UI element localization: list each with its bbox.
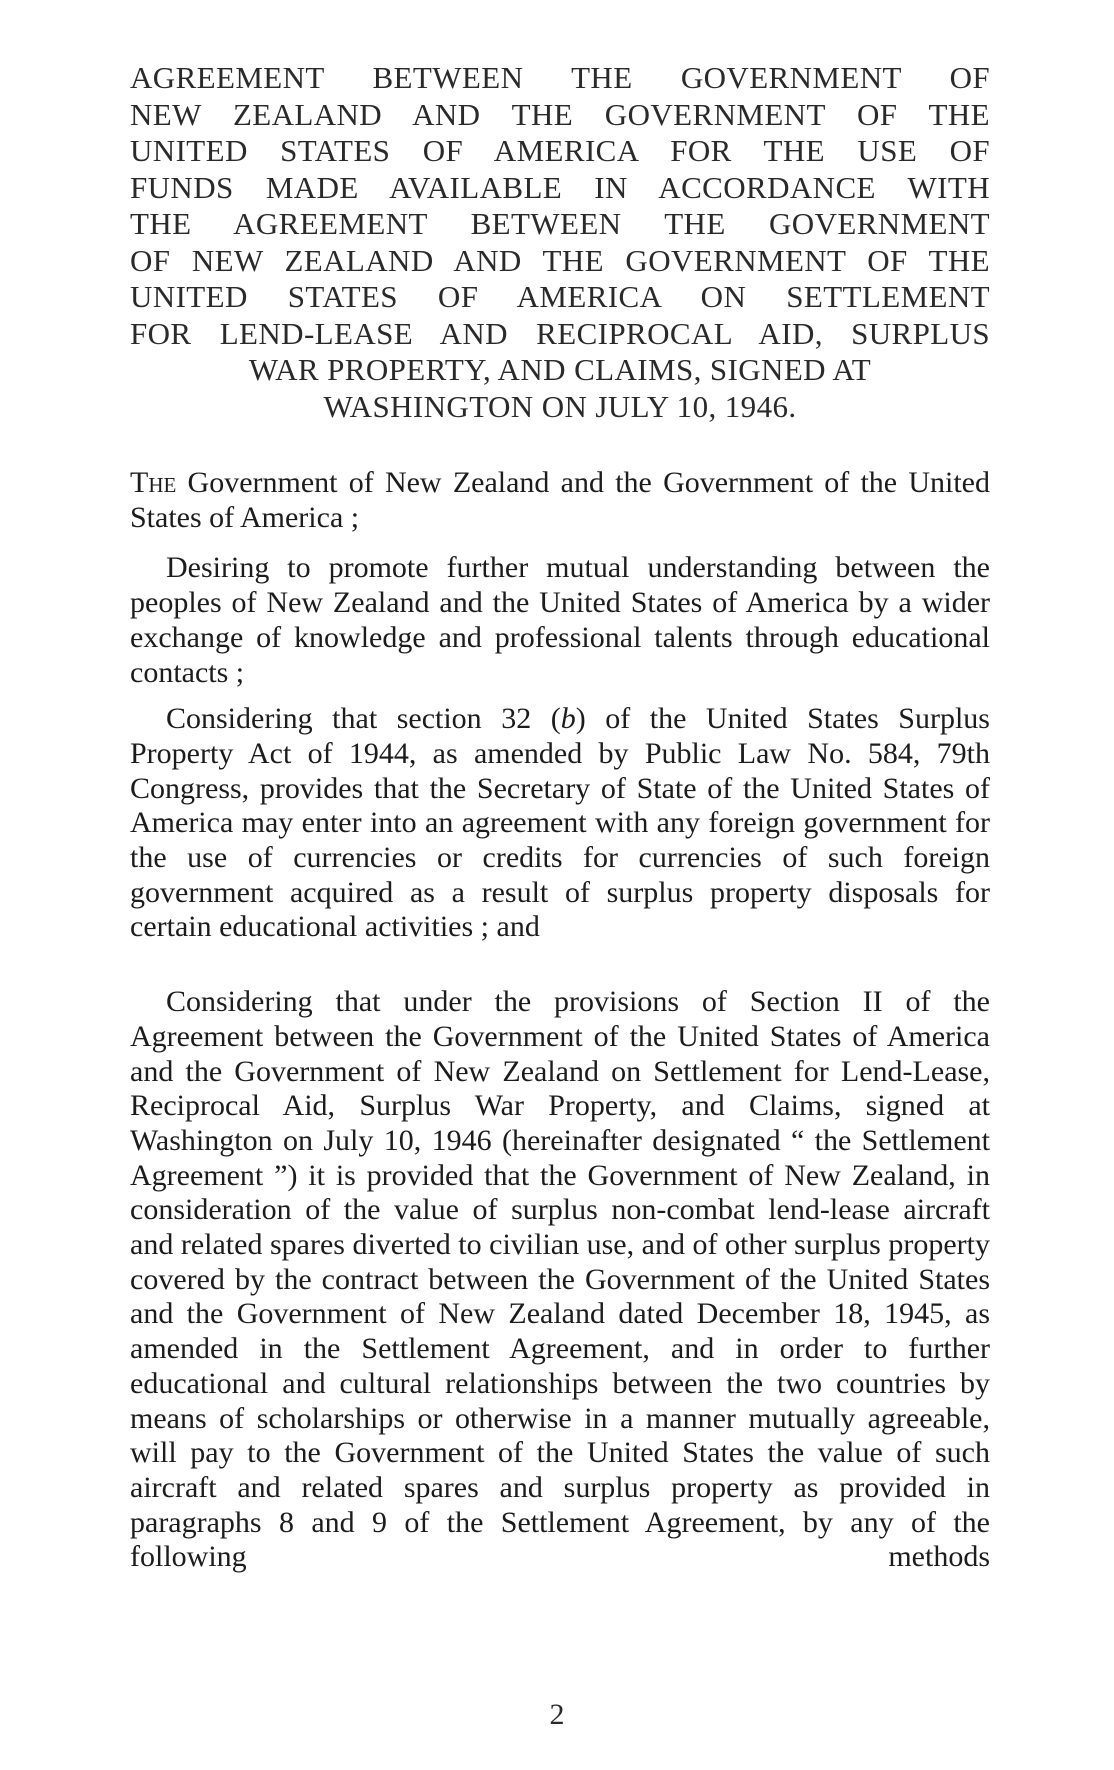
title-line-1: AGREEMENT BETWEEN THE GOVERNMENT OF [130,60,990,95]
title-line-6: OF NEW ZEALAND AND THE GOVERNMENT OF THE [130,242,990,278]
title-line-5: THE AGREEMENT BETWEEN THE GOVERNMENT [130,206,990,241]
preamble-text: Government of New Zealand and the Government of the United States of America ; [130,466,990,534]
page-number: 2 [549,1698,565,1731]
title-line-3: UNITED STATES OF AMERICA FOR THE USE OF [130,133,990,168]
agreement-title [130,60,990,425]
considering-1-italic: b [560,702,576,736]
preamble-paragraph [130,466,990,535]
preamble-lead-word: The [130,466,177,499]
considering-1-text-b: ) of the United States Surplus Property Act of 1944, as amended by Public Law No. 584, 79th Congress, provides that the Secretary of State of the United States of America may enter into an agreement with any foreign government for the use of currencies or credits for currencies of such foreign government acquired as a result of surplus property disposals for certain educational activities ; and [130,702,990,944]
document-page [130,60,990,1575]
title-line-10: WASHINGTON ON JULY 10, 1946. [323,388,797,424]
title-line-4: FUNDS MADE AVAILABLE IN ACCORDANCE WITH [130,169,990,205]
title-line-9: WAR PROPERTY, AND CLAIMS, SIGNED AT [248,352,872,387]
title-line-2: NEW ZEALAND AND THE GOVERNMENT OF THE [130,96,990,132]
considering-paragraph-2: Considering that under the provisions of Section II of the Agreement between the Government of the United States of America and the Government of New Zealand on Settlement for Lend-Lease, Reciprocal Aid, Surplus War Property, and Claims, signed at Washington on July 10, 1946 (hereinafter designated “ the Settlement Agreement ”) it is provided that the Government of New Zealand, in consideration of the value of surplus non-combat lend-lease aircraft and related spares diverted to civilian use, and of other surplus property covered by the contract between the Government of the United States and the Government of New Zealand dated December 18, 1945, as amended in the Settlement Agreement, and in order to further educational and cultural relationships between the two countries by means of scholarships or otherwise in a manner mutually agreeable, will pay to the Government of the United States the value of such aircraft and related spares and surplus property as provided in paragraphs 8 and 9 of the Settlement Agreement, by any of the following methods [130,985,990,1574]
considering-paragraph-1 [130,702,990,945]
title-line-7: UNITED STATES OF AMERICA ON SETTLEMENT [130,279,990,314]
considering-1-text-a: Considering that section 32 ( [166,702,561,736]
desiring-paragraph: Desiring to promote further mutual understanding between the peoples of New Zealand and the United States of America by a wider exchange of knowledge and professional talents through educational contacts ; [130,551,990,689]
title-line-8: FOR LEND-LEASE AND RECIPROCAL AID, SURPLUS [130,315,990,351]
